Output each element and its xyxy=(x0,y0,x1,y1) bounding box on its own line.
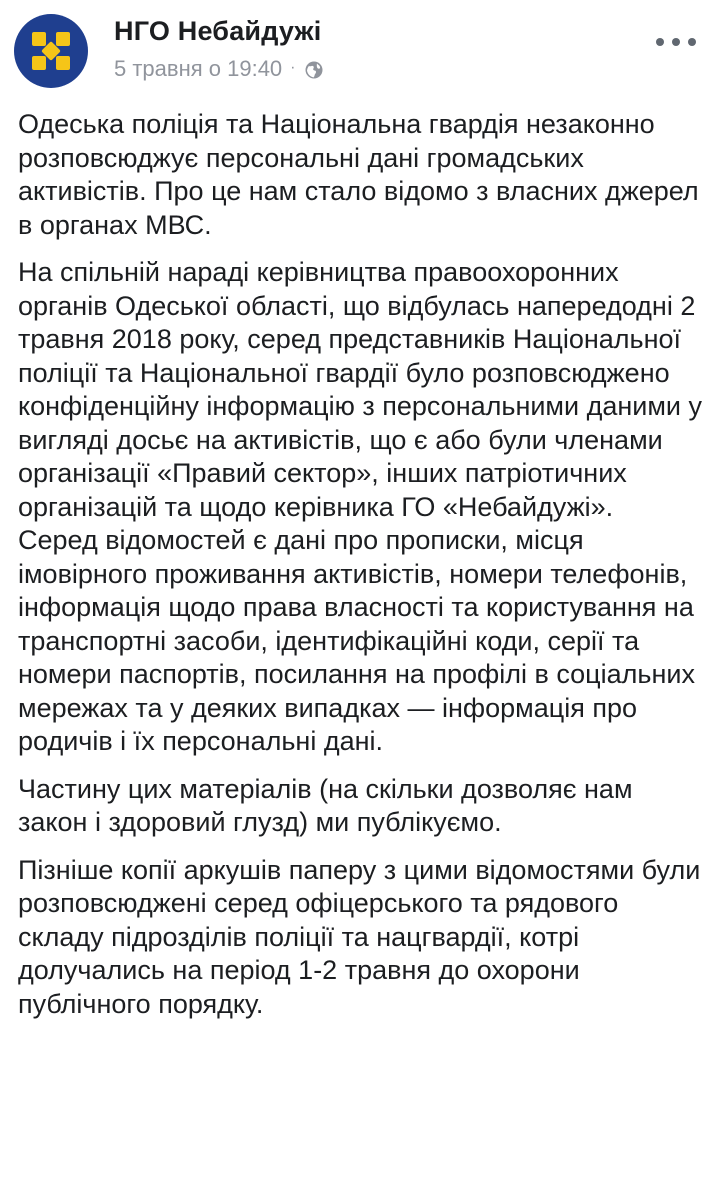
post-meta xyxy=(114,56,324,82)
post-paragraph: Одеська поліція та Національна гвардія незаконно розповсюджує персональні дані громадських активістів. Про це нам стало відомо з власних джерел в органах МВС. xyxy=(18,109,699,240)
page-avatar[interactable] xyxy=(14,14,88,88)
globe-icon[interactable] xyxy=(304,60,324,80)
post-paragraph: На спільній нараді керівництва правоохоронних органів Одеської області, що відбулась напередодні 2 травня 2018 року, серед представників Національної поліції та Національної гвардії було розповсюджено конфіденційну інформацію з персональними даними у вигляді досьє на активістів, що є або були членами організації «Правий сектор», інших патріотичних організацій та щодо керівника ГО «Небайдужі». xyxy=(18,257,702,522)
more-options-button[interactable] xyxy=(656,34,696,50)
more-options-dot xyxy=(672,38,680,46)
more-options-dot xyxy=(656,38,664,46)
post-timestamp[interactable]: 5 травня о 19:40 xyxy=(114,56,283,81)
post-text xyxy=(18,108,702,1035)
post-paragraph: Пізніше копії аркушів паперу з цими відомостями були розповсюджені серед офіцерського та рядового складу підрозділів поліції та нацгвардії, котрі долучались на період 1-2 травня до охорони публічного порядку. xyxy=(18,854,701,1019)
ngo-logo-icon xyxy=(28,28,74,74)
more-options-dot xyxy=(688,38,696,46)
post-paragraph: Частину цих матеріалів (на скільки дозволяє нам закон і здоровий глузд) ми публікуємо. xyxy=(18,773,633,837)
page-name[interactable]: НГО Небайдужі xyxy=(114,16,322,46)
post-paragraph: Серед відомостей є дані про прописки, місця імовірного проживання активістів, номери телефонів, інформація щодо права власності та користування на транспортні засоби, ідентифікаційні коди, серії та номери паспортів, посилання на профілі в соціальних мережах та у деяких випадках — інформація про родичів і їх персональні дані. xyxy=(18,525,695,756)
meta-separator: · xyxy=(290,59,296,76)
post-header xyxy=(0,0,718,100)
